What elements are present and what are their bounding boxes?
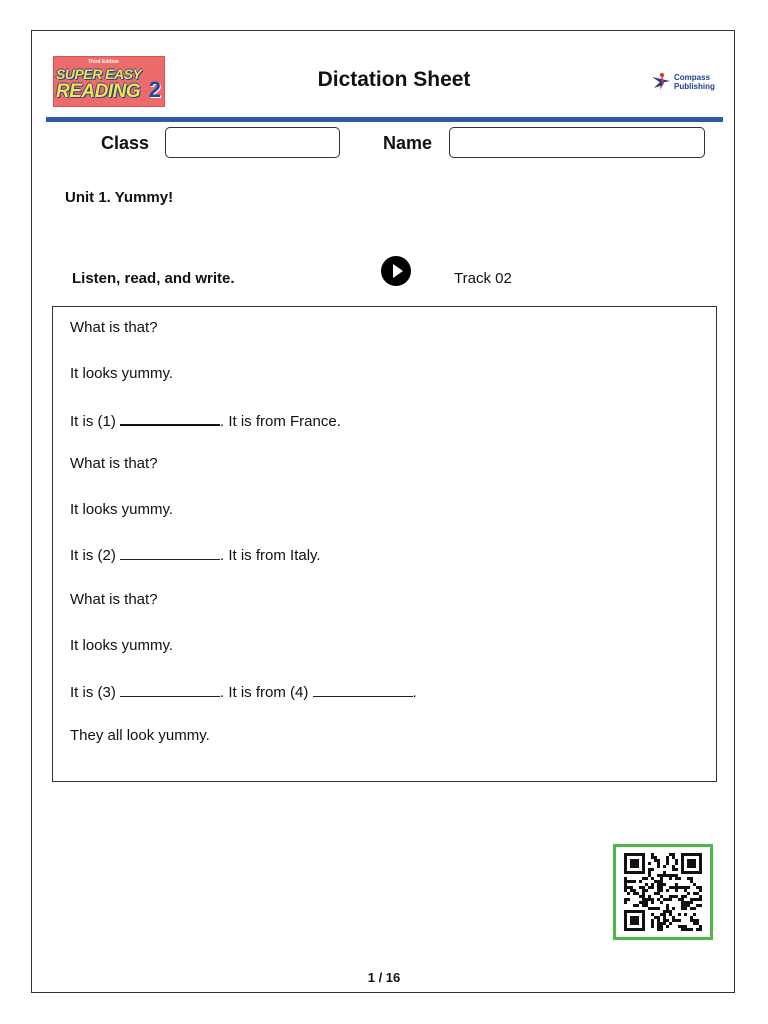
compass-star-icon <box>650 72 672 92</box>
line-9-start: It is (3) <box>70 684 121 701</box>
line-6-start: It is (2) <box>70 547 121 564</box>
blank-2[interactable] <box>120 545 220 560</box>
qr-code-frame[interactable] <box>613 844 713 940</box>
publisher-logo <box>650 70 730 94</box>
publisher-line2: Publishing <box>674 82 715 91</box>
logo-line2: READING <box>56 81 141 102</box>
dictation-line-2: It looks yummy. <box>70 365 174 382</box>
header-divider <box>46 117 723 122</box>
line-9-end: . <box>412 684 417 701</box>
track-label: Track 02 <box>454 270 512 287</box>
blank-4[interactable] <box>313 682 413 697</box>
publisher-line1: Compass <box>674 73 711 82</box>
dictation-line-6 <box>70 545 321 564</box>
play-circle-icon[interactable] <box>381 256 411 286</box>
line-9-middle: . It is from (4) <box>220 684 313 701</box>
class-label: Class <box>101 133 150 153</box>
logo-number: 2 <box>148 77 161 102</box>
dictation-line-3 <box>70 410 341 430</box>
dictation-line-4: What is that? <box>70 455 158 472</box>
dictation-line-5: It looks yummy. <box>70 501 174 518</box>
dictation-line-1: What is that? <box>70 319 158 336</box>
name-label: Name <box>383 133 433 153</box>
qr-code-icon <box>624 853 702 931</box>
line-3-start: It is (1) <box>70 413 121 430</box>
dictation-line-10: They all look yummy. <box>70 727 210 744</box>
dictation-line-8: It looks yummy. <box>70 637 174 654</box>
logo-line1: SUPER EASY <box>56 66 142 82</box>
dictation-line-7: What is that? <box>70 591 158 608</box>
logo-edition: Third Edition <box>88 59 119 65</box>
instruction-text: Listen, read, and write. <box>72 270 235 287</box>
name-field[interactable] <box>449 127 705 158</box>
blank-3[interactable] <box>120 682 220 697</box>
blank-1[interactable] <box>120 410 220 426</box>
page-number: 1 / 16 <box>367 970 401 985</box>
line-3-end: . It is from France. <box>220 413 341 430</box>
page-title: Dictation Sheet <box>317 68 471 91</box>
class-field[interactable] <box>165 127 340 158</box>
line-6-end: . It is from Italy. <box>220 547 321 564</box>
unit-title: Unit 1. Yummy! <box>65 189 174 206</box>
publisher-name <box>674 73 715 91</box>
dictation-line-9 <box>70 682 417 701</box>
